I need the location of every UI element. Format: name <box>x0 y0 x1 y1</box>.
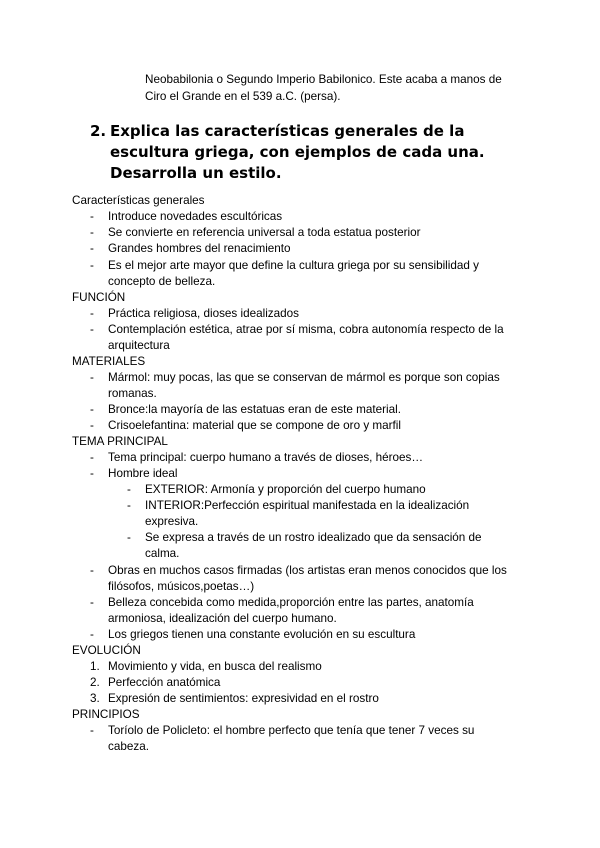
bullet-dash: - <box>90 226 94 239</box>
question-line-1: Explica las características generales de la <box>110 122 465 140</box>
list-item-text: Hombre ideal <box>108 467 178 480</box>
numbered-marker: 1. <box>90 660 100 673</box>
list-item-text: Belleza concebida como medida,proporción entre las partes, anatomía <box>108 596 474 609</box>
list-item-text: Es el mejor arte mayor que define la cultura griega por su sensibilidad y <box>108 259 479 272</box>
list-item-text: Obras en muchos casos firmadas (los artistas eran menos conocidos que los <box>108 564 507 577</box>
bullet-dash: - <box>90 419 94 432</box>
list-item-text: Práctica religiosa, dioses idealizados <box>108 307 299 320</box>
numbered-item-text: Movimiento y vida, en busca del realismo <box>108 660 322 673</box>
list-item-text: romanas. <box>108 387 157 400</box>
bullet-dash: - <box>90 403 94 416</box>
question-line-2: escultura griega, con ejemplos de cada una. <box>110 143 485 161</box>
section-title-materiales: MATERIALES <box>72 355 146 368</box>
bullet-dash: - <box>90 467 94 480</box>
numbered-marker: 3. <box>90 692 100 705</box>
list-item-text: expresiva. <box>145 515 199 528</box>
list-item-text: cabeza. <box>108 740 149 753</box>
section-title-principios: PRINCIPIOS <box>72 708 140 721</box>
bullet-dash: - <box>90 307 94 320</box>
question-number: 2. <box>90 122 107 140</box>
list-item-text: Se convierte en referencia universal a toda estatua posterior <box>108 226 421 239</box>
section-title-evolucion: EVOLUCIÓN <box>72 644 141 657</box>
bullet-dash: - <box>90 724 94 737</box>
list-item-text: Toríolo de Policleto: el hombre perfecto que tenía que tener 7 veces su <box>108 724 475 737</box>
list-item-text: Los griegos tienen una constante evolución en su escultura <box>108 628 416 641</box>
question-line-3: Desarrolla un estilo. <box>110 164 282 182</box>
list-item-text: Tema principal: cuerpo humano a través de dioses, héroes… <box>108 451 424 464</box>
list-item-text: Introduce novedades escultóricas <box>108 210 283 223</box>
numbered-marker: 2. <box>90 676 100 689</box>
list-item-text: Grandes hombres del renacimiento <box>108 242 291 255</box>
bullet-dash: - <box>90 323 94 336</box>
bullet-dash: - <box>90 596 94 609</box>
list-item-text: Crisoelefantina: material que se compone de oro y marfil <box>108 419 401 432</box>
list-item-text: Contemplación estética, atrae por sí misma, cobra autonomía respecto de la <box>108 323 504 336</box>
list-item-text: EXTERIOR: Armonía y proporción del cuerpo humano <box>145 483 426 496</box>
list-item-text: Mármol: muy pocas, las que se conservan de mármol es porque son copias <box>108 371 500 384</box>
numbered-item-text: Perfección anatómica <box>108 676 221 689</box>
bullet-dash: - <box>90 210 94 223</box>
section-title-funcion: FUNCIÓN <box>72 291 126 304</box>
bullet-dash: - <box>127 531 131 544</box>
bullet-dash: - <box>127 499 131 512</box>
bullet-dash: - <box>90 371 94 384</box>
intro-line-2: Ciro el Grande en el 539 a.C. (persa). <box>145 90 341 103</box>
list-item-text: arquitectura <box>108 339 170 352</box>
section-title-tema: TEMA PRINCIPAL <box>72 435 168 448</box>
list-item-text: calma. <box>145 547 180 560</box>
bullet-dash: - <box>90 628 94 641</box>
list-item-text: Bronce:la mayoría de las estatuas eran de este material. <box>108 403 401 416</box>
bullet-dash: - <box>127 483 131 496</box>
list-item-text: concepto de belleza. <box>108 275 216 288</box>
list-item-text: Se expresa a través de un rostro idealizado que da sensación de <box>145 531 482 544</box>
list-item-text: armoniosa, idealización del cuerpo humano. <box>108 612 337 625</box>
bullet-dash: - <box>90 242 94 255</box>
bullet-dash: - <box>90 564 94 577</box>
numbered-item-text: Expresión de sentimientos: expresividad en el rostro <box>108 692 379 705</box>
list-item-text: INTERIOR:Perfección espiritual manifestada en la idealización <box>145 499 470 512</box>
section-title-caracteristicas: Características generales <box>72 194 205 207</box>
bullet-dash: - <box>90 259 94 272</box>
intro-line-1: Neobabilonia o Segundo Imperio Babilonico. Este acaba a manos de <box>145 73 502 86</box>
list-item-text: filósofos, músicos,poetas…) <box>108 580 255 593</box>
bullet-dash: - <box>90 451 94 464</box>
